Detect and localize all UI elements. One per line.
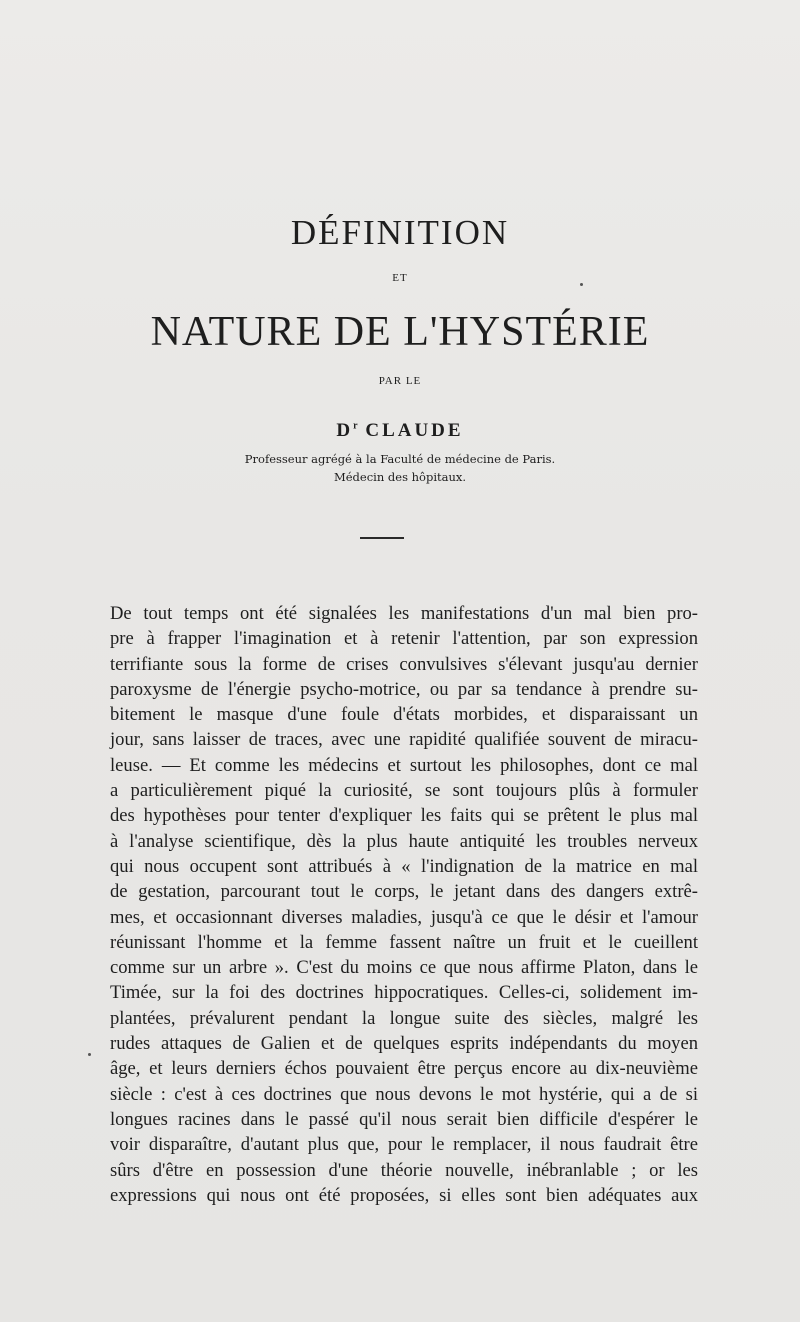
text-line: jour, sans laisser de traces, avec une rapidité qualifiée souvent de miracu- (110, 729, 698, 751)
title-nature-hysterie: NATURE DE L'HYSTÉRIE (150, 309, 650, 355)
paper-speck (580, 283, 583, 286)
by-line: PAR LE (378, 375, 422, 387)
text-line: plantées, prévalurent pendant la longue suite des siècles, malgré les (110, 1007, 698, 1029)
text-line: pre à frapper l'imagination et à retenir l'attention, par son expression (110, 628, 698, 650)
text-line: des hypothèses pour tenter d'expliquer les faits qui se prêtent le plus mal (110, 805, 698, 827)
title-definition: DÉFINITION (290, 213, 510, 252)
text-line: voir disparaître, d'autant plus que, pour le remplacer, il nous faudrait être (110, 1134, 698, 1156)
text-line: a particulièrement piqué la curiosité, se sont toujours plûs à formuler (110, 780, 698, 802)
text-line: âge, et leurs derniers échos pouvaient être perçus encore au dix-neuvième (110, 1058, 698, 1080)
section-divider (360, 537, 404, 539)
paper-speck (88, 1053, 91, 1056)
body-paragraph (110, 601, 698, 1208)
text-line: rudes attaques de Galien et de quelques esprits indépendants du moyen (110, 1033, 698, 1055)
text-line: Timée, sur la foi des doctrines hippocratiques. Celles-ci, solidement im- (110, 982, 698, 1004)
text-line: leuse. — Et comme les médecins et surtout les philosophes, dont ce mal (110, 754, 698, 776)
author-prefix: D (336, 420, 354, 441)
text-line: longues racines dans le passé qu'il nous serait bien difficile d'espérer le (110, 1108, 698, 1130)
text-line: bitement le masque d'une foule d'états morbides, et disparaissant un (110, 704, 698, 726)
text-line: terrifiante sous la forme de crises convulsives s'élevant jusqu'au dernier (110, 653, 698, 675)
author-name (0, 420, 800, 442)
text-line: paroxysme de l'énergie psycho-motrice, ou par sa tendance à prendre su- (110, 678, 698, 700)
text-line: qui nous occupent sont attribués à « l'indignation de la matrice en mal (110, 855, 698, 877)
text-line: comme sur un arbre ». C'est du moins ce que nous affirme Platon, dans le (110, 957, 698, 979)
author-surname: CLAUDE (365, 420, 464, 441)
text-line: à l'analyse scientifique, dès la plus haute antiquité les troubles nerveux (110, 830, 698, 852)
text-line: réunissant l'homme et la femme fassent naître un fruit et le cueillent (110, 931, 698, 953)
text-line: mes, et occasionnant diverses maladies, jusqu'à ce que le désir et l'amour (110, 906, 698, 928)
text-line: expressions qui nous ont été proposées, si elles sont bien adéquates aux (110, 1184, 698, 1206)
text-line: sûrs d'être en possession d'une théorie nouvelle, inébranlable ; or les (110, 1159, 698, 1181)
text-line: de gestation, parcourant tout le corps, le jetant dans des dangers extrê- (110, 881, 698, 903)
author-affiliation-hospital: Médecin des hôpitaux. (333, 470, 467, 484)
text-line: De tout temps ont été signalées les manifestations d'un mal bien pro- (110, 603, 698, 624)
author-prefix-sup: r (353, 420, 358, 432)
author-affiliation-professor: Professeur agrégé à la Faculté de médecine de Paris. (244, 452, 556, 466)
title-conjunction: ET (392, 272, 408, 284)
text-line: siècle : c'est à ces doctrines que nous devons le mot hystérie, qui a de si (110, 1083, 698, 1105)
